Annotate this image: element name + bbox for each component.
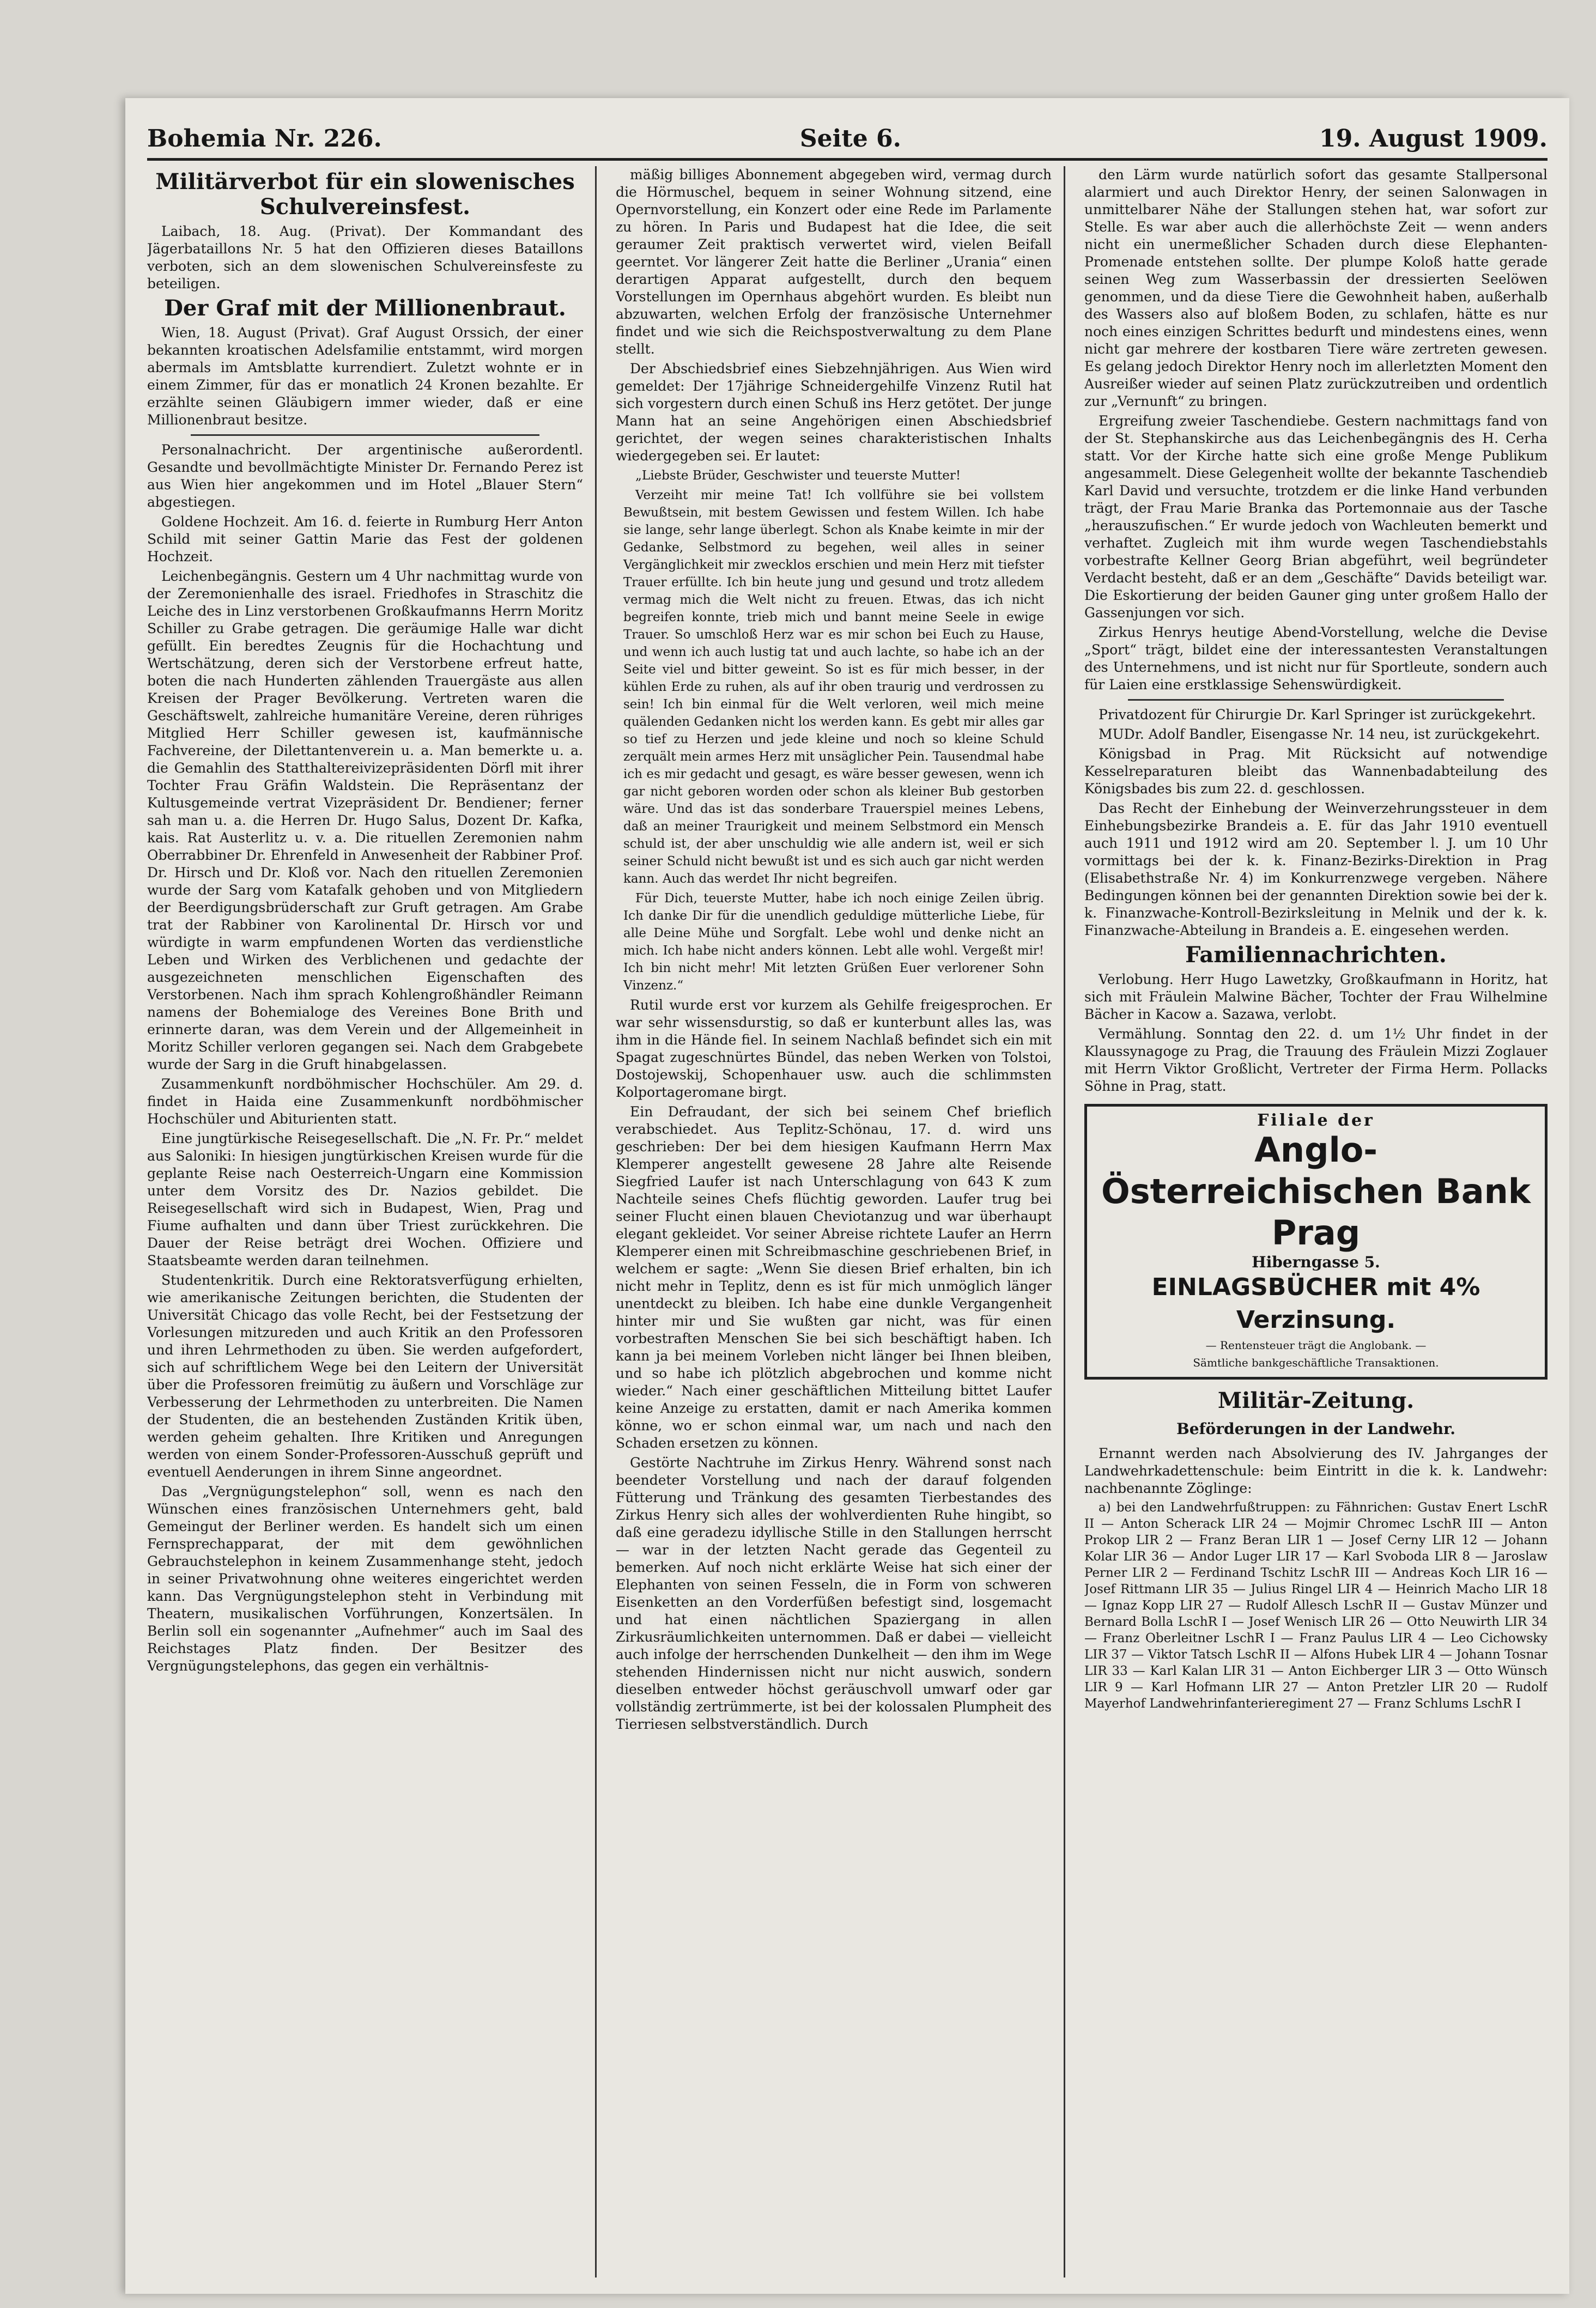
ad-line1: Filiale der: [1257, 1111, 1375, 1130]
newspaper-page: [125, 98, 1569, 2294]
column-1: [147, 166, 583, 2277]
ad-line4: EINLAGSBÜCHER mit 4% Verzinsung.: [1151, 1273, 1480, 1334]
article-paragraph: Rutil wurde erst vor kurzem als Gehilfe freigesprochen. Er war sehr wissensdurstig, so daß er kunterbunt alles las, was ihm in die Hände fiel. In seinem Nachlaß befindet sich ein mit Spagat zugeschnürtes Bündel, das neben Werken von Tolstoi, Dostojewskij, Schopenhauer usw. auch die schlimmsten Kolportageromane birgt.: [616, 997, 1052, 1100]
article-paragraph: Leichenbegängnis. Gestern um 4 Uhr nachmittag wurde von der Zeremonienhalle des israel. Friedhofes in Straschitz die Leiche des in Linz verstorbenen Großkaufmanns Herrn Moritz Schiller zu Grabe getragen. Die geräumige Halle war dicht gefüllt. Ein beredtes Zeugnis für die Hochachtung und Wertschätzung, deren sich der Verstorbene erfreut hatte, boten die nach Hunderten zählenden Trauergäste aus allen Kreisen der Prager Bevölkerung. Vertreten waren die Geschäftswelt, zahlreiche humanitäre Vereine, deren rühriges Mitglied Herr Schiller gewesen ist, kaufmännische Fachvereine, der Dilettantenverein u. a. Man bemerkte u. a. die Gemahlin des Statthaltereivizepräsidenten Dörfl mit ihrer Tochter Frau Gräfin Waldstein. Die Repräsentanz der Kultusgemeinde vertrat Vizepräsident Dr. Bendiener; ferner sah man u. a. die Herren Dr. Hugo Salus, Dozent Dr. Kafka, kais. Rat Austerlitz u. v. a. Die rituellen Zeremonien nahm Oberrabbiner Dr. Ehrenfeld in Anwesenheit der Rabbiner Prof. Dr. Hirsch und Dr. Kloß vor. Nach den rituellen Zeremonien wurde der Sarg vom Katafalk gehoben und von Mitgliedern der Beerdigungsbrüderschaft zur Gruft getragen. Am Grabe trat der Rabbiner von Karolinental Dr. Hirsch vor und würdigte in warm empfundenen Worten das verdienstliche Leben und Wirken des Verblichenen und gedachte der ausgezeichneten menschlichen Eigenschaften des Verstorbenen. Nach ihm sprach Kohlengroßhändler Reimann namens der Bohemialoge des Vereines Bone Brith und erinnerte daran, was dem Verein und der Allgemeinheit in Moritz Schiller verloren gegangen sei. Nach dem Grabgebete wurde der Sarg in die Gruft hinabgelassen.: [147, 568, 583, 1072]
article-paragraph: Ergreifung zweier Taschendiebe. Gestern nachmittags fand von der St. Stephanskirche aus das Leichenbegängnis des H. Cerha statt. Vor der Kirche hatte sich eine große Menge Publikum angesammelt. Diese Gelegenheit wollte der bekannte Taschendieb Karl David und versuchte, trotzdem er die linke Hand verbunden trägt, der Frau Marie Branka das Portemonnaie aus der Tasche „herauszufischen.“ Er wurde jedoch von Wachleuten bemerkt und verhaftet. Zugleich mit ihm wurde wegen Taschendiebstahls vorbestrafte Kellner Georg Brian abgeführt, weil begründeter Verdacht besteht, daß er an dem „Geschäfte“ Davids beteiligt war. Die Eskortierung der beiden Gauner ging unter großem Hallo der Gassenjungen vor sich.: [1084, 413, 1548, 621]
header-date: 19. August 1909.: [1319, 125, 1548, 153]
article-paragraph: Goldene Hochzeit. Am 16. d. feierte in Rumburg Herr Anton Schild mit seiner Gattin Marie das Fest der goldenen Hochzeit.: [147, 514, 583, 564]
article-paragraph: Königsbad in Prag. Mit Rücksicht auf notwendige Kesselreparaturen bleibt das Wannenbadabteilung des Königsbades bis zum 22. d. geschlossen.: [1084, 746, 1548, 797]
header-page-number: Seite 6.: [799, 125, 901, 153]
section-separator: [1128, 699, 1504, 701]
article-paragraph: Eine jungtürkische Reisegesellschaft. Die „N. Fr. Pr.“ meldet aus Saloniki: In hiesigen jungtürkischen Kreisen wurde für die geplante Reise nach Oesterreich-Ungarn eine Kommission unter dem Vorsitz des Dr. Nazios gebildet. Die Reisegesellschaft wird sich in Budapest, Wien, Prag und Fiume aufhalten und dann über Triest zurückkehren. Die Dauer der Reise beträgt drei Wochen. Offiziere und Staatsbeamte werden daran teilnehmen.: [147, 1131, 583, 1268]
article-paragraph: Gestörte Nachtruhe im Zirkus Henry. Während sonst nach beendeter Vorstellung und nach der darauf folgenden Fütterung und Tränkung des gesamten Tierbestandes des Zirkus Henry sich alles der wohlverdienten Ruhe hingibt, so daß eine geradezu idyllische Stille in den Stallungen herrscht — war in der letzten Nacht gerade das Gegenteil zu bemerken. Auf noch nicht erklärte Weise hat sich einer der Elephanten von seinen Fesseln, die in Form von schweren Eisenketten an den Vorderfüßen befestigt sind, losgemacht und hat einen nächtlichen Spaziergang in allen Zirkusräumlichkeiten unternommen. Daß er dabei — vielleicht auch infolge der herrschenden Dunkelheit — den ihm im Wege stehenden Hindernissen nicht nur nicht auswich, sondern dieselben entweder höchst geräuschvoll umwarf oder gar vollständig zertrümmerte, ist bei der kolossalen Plumpheit des Tierriesen selbstverständlich. Durch: [616, 1455, 1052, 1732]
article-paragraph: Das „Vergnügungstelephon“ soll, wenn es nach den Wünschen eines französischen Unternehmers geht, bald Gemeingut der Berliner werden. Es handelt sich um einen Fernsprechapparat, der mit dem gewöhnlichen Gebrauchstelephon in keinem Zusammenhange steht, jedoch in seiner Privatwohnung ohne weiteres eingerichtet werden kann. Das Vergnügungstelephon steht in Verbindung mit Theatern, musikalischen Vorführungen, Konzertsälen. In Berlin soll ein sogenannter „Aufnehmer“ auch im Saal des Reichstages Platz finden. Der Besitzer des Vergnügungstelephons, das gegen ein verhältnis-: [147, 1484, 583, 1674]
article-headline: Militärverbot für ein slowenisches Schulvereinsfest.: [155, 169, 575, 220]
article-headline: Beförderungen in der Landwehr.: [1176, 1420, 1455, 1438]
article-paragraph: Wien, 18. August (Privat). Graf August Orssich, der einer bekannten kroatischen Adelsfamilie entstammt, wird morgen abermals im Amtsblatte kurrendiert. Zuletzt wohnte er in einem Zimmer, für das er monatlich 24 Kronen bezahlte. Er erzählte seinen Gläubigern immer wieder, daß er eine Millionenbraut besitze.: [147, 325, 583, 428]
bank-advertisement: [1084, 1104, 1548, 1380]
article-paragraph: Studentenkritik. Durch eine Rektoratsverfügung erhielten, wie amerikanische Zeitungen berichten, die Studenten der Universität Chicago das volle Recht, bei der Festsetzung der Vorlesungen mitzureden und auch Kritik an den Professoren und ihren Lehrmethoden zu üben. Sie werden aufgefordert, sich auf schriftlichem Wege bei den Leitern der Universität über die Professoren freimütig zu äußern und Vorschläge zur Verbesserung der Lehrmethoden zu unterbreiten. Die Namen der Studenten, die an bestehenden Zuständen Kritik üben, werden geheim gehalten. Ihre Kritiken und Anregungen werden von einem Sonder-Professoren-Ausschuß geprüft und eventuell Aenderungen in ihrem Sinne angeordnet.: [147, 1272, 583, 1480]
article-headline: Familiennachrichten.: [1185, 942, 1447, 968]
article-paragraph: Das Recht der Einhebung der Weinverzehrungssteuer in dem Einhebungsbezirke Brandeis a. E. für das Jahr 1910 eventuell auch 1911 und 1912 wird am 20. September l. J. um 10 Uhr vormittags bei der k. k. Finanz-Bezirks-Direktion in Prag (Elisabethstraße Nr. 4) im Konkurrenzwege vergeben. Nähere Bedingungen können bei der genannten Direktion sowie bei der k. k. Finanzwache-Kontroll-Bezirksleitung in Melnik und der k. k. Finanzwache-Abteilung in Brandeis a. E. eingesehen werden.: [1084, 800, 1548, 938]
header-issue: Bohemia Nr. 226.: [147, 125, 382, 153]
article-paragraph: „Liebste Brüder, Geschwister und teuerste Mutter!: [635, 469, 961, 483]
ad-line2: Anglo-Österreichischen Bank Prag: [1101, 1130, 1531, 1253]
ad-line3: Hiberngasse 5.: [1252, 1253, 1380, 1271]
article-paragraph: Ein Defraudant, der sich bei seinem Chef brieflich verabschiedet. Aus Teplitz-Schönau, 17. d. wird uns geschrieben: Der bei dem hiesigen Kaufmann Herrn Max Klemperer angestellt gewesene 28 Jahre alte Reisende Siegfried Laufer ist nach Unterschlagung von 643 K zum Nachteile seines Chefs flüchtig geworden. Laufer trug bei seiner Flucht einen blauen Cheviotanzug und war überhaupt elegant gekleidet. Vor seiner Abreise richtete Laufer an Herrn Klemperer einen mit Schreibmaschine geschriebenen Brief, in welchem er sagte: „Wenn Sie diesen Brief erhalten, bin ich nicht mehr in Teplitz, denn es ist für mich unmöglich länger unentdeckt zu bleiben. Ich habe eine dunkle Vergangenheit hinter mir und Sie wußten gar nicht, was für einen vorbestraften Menschen Sie bei sich beschäftigt haben. Ich kann ja bei meinem Vorleben nicht länger bei Ihnen bleiben, und so habe ich plötzlich abgebrochen und komme nicht wieder.“ Nach einer geschäftlichen Mitteilung bittet Laufer keine Anzeige zu erstatten, damit er nach Amerika kommen könne, wo er schon einmal war, um nach und nach den Schaden ersetzen zu können.: [616, 1104, 1052, 1451]
article-paragraph: Zusammenkunft nordböhmischer Hochschüler. Am 29. d. findet in Haida eine Zusammenkunft nordböhmischer Hochschüler und Abiturienten statt.: [147, 1076, 583, 1127]
section-separator: [191, 434, 539, 436]
article-headline: Der Graf mit der Millionenbraut.: [164, 295, 566, 321]
article-paragraph: Laibach, 18. Aug. (Privat). Der Kommandant des Jägerbataillons Nr. 5 hat den Offizieren dieses Bataillons verboten, sich an dem slowenischen Schulvereinsfeste zu beteiligen.: [147, 223, 583, 291]
ad-line6: Sämtliche bankgeschäftliche Transaktionen.: [1193, 1356, 1439, 1369]
column-2: [616, 166, 1052, 2277]
article-paragraph: den Lärm wurde natürlich sofort das gesamte Stallpersonal alarmiert und auch Direktor Henry, der seinen Salonwagen in unmittelbarer Nähe der Stallungen stehen hat, war sofort zur Stelle. Es war aber auch die allerhöchste Zeit — wenn anders nicht ein unermeßlicher Schaden durch diese Elephanten-Promenade entstehen sollte. Der plumpe Koloß hatte gerade seinen Weg zum Wasserbassin der dressierten Seelöwen genommen, und da diese Tiere die Gewohnheit haben, außerhalb des Wassers also auf bloßem Boden, zu schlafen, hätte es nur noch eines einzigen Schrittes bedurft und mindestens eines, wenn nicht gar mehrere der kostbaren Tiere wäre zertreten gewesen. Es gelang jedoch Direktor Henry noch im allerletzten Moment den Ausreißer wieder auf seinen Platz zurückzutreiben und ordentlich zur „Vernunft“ zu bringen.: [1084, 167, 1548, 409]
article-paragraph: Der Abschiedsbrief eines Siebzehnjährigen. Aus Wien wird gemeldet: Der 17jährige Schneidergehilfe Vinzenz Rutil hat sich vorgestern durch einen Schuß ins Herz getötet. Der junge Mann hat an seine Angehörigen einen Abschiedsbrief gerichtet, der wegen seines charakteristischen Inhalts wiedergegeben sei. Er lautet:: [616, 361, 1052, 464]
article-paragraph: Verzeiht mir meine Tat! Ich vollführe sie bei vollstem Bewußtsein, mit bestem Gewissen und festem Willen. Ich habe sie lange, sehr lange überlegt. Schon als Knabe keimte in mir der Gedanke, Selbstmord zu begehen, weil alles in seiner Vergänglichkeit mir zwecklos erschien und mein Herz mit tiefster Trauer erfüllte. Ich bin heute jung und gesund und trotz alledem vermag mich die Welt nicht zu freuen. Etwas, das ich nicht begreifen konnte, trieb mich und bannt meine Seele in ewige Trauer. So umschloß Herz war es mir schon bei Euch zu Hause, und wenn ich auch lustig tat und auch lachte, so habe ich an der Seite viel und bitter geweint. So ist es für mich besser, in der kühlen Erde zu ruhen, als auf ihr oben traurig und verdrossen zu sein! Ich bin einmal für die Welt verloren, weil mich meine quälenden Gedanken nicht los werden kann. Es gebt mir alles gar so tief zu Herzen und jede kleine und noch so kleine Schuld zerquält mein armes Herz mit unsäglicher Pein. Tausendmal habe ich es mir gedacht und gesagt, es wäre besser gewesen, wenn ich gar nicht geboren worden oder schon als kleiner Bub gestorben wäre. Und das ist das sonderbare Trauerspiel meines Lebens, daß an meiner Traurigkeit und meinem Selbstmord ein Mensch schuld ist, der aber unschuldig wie alle andern ist, weil er sich seiner Schuld nicht bewußt ist und es sich auch gar nicht werden kann. Auch das werdet Ihr nicht begreifen.: [623, 488, 1044, 886]
column-3: [1084, 166, 1548, 2277]
ad-line5: — Rentensteuer trägt die Anglobank. —: [1205, 1339, 1427, 1352]
article-paragraph: Zirkus Henrys heutige Abend-Vorstellung, welche die Devise „Sport“ trägt, bildet eine der interessantesten Veranstaltungen des Unternehmens, und ist nicht nur für Sportleute, sondern auch für Laien eine erstklassige Sehenswürdigkeit.: [1084, 624, 1548, 693]
article-paragraph: Für Dich, teuerste Mutter, habe ich noch einige Zeilen übrig. Ich danke Dir für die unendlich geduldige mütterliche Liebe, für alle Deine Mühe und Sorgfalt. Lebe wohl und denke nicht an mich. Ich habe nicht anders können. Lebt alle wohl. Vergeßt mir! Ich bin nicht mehr! Mit letzten Grüßen Euer verlorener Sohn Vinzenz.“: [623, 891, 1044, 993]
column-divider: [1064, 166, 1065, 2277]
article-headline: Militär-Zeitung.: [1217, 1388, 1415, 1413]
article-paragraph: Vermählung. Sonntag den 22. d. um 1½ Uhr findet in der Klaussynagoge zu Prag, die Trauung des Fräulein Mizzi Zoglauer mit Herrn Viktor Großlicht, Vertreter der Firma Herm. Pollacks Söhne in Prag, statt.: [1084, 1026, 1548, 1094]
article-paragraph: a) bei den Landwehrfußtruppen: zu Fähnrichen: Gustav Enert LschR II — Anton Scherack LIR 24 — Mojmir Chromec LschR III — Anton Prokop LIR 2 — Franz Beran LIR 1 — Josef Cerny LIR 12 — Johann Kolar LIR 36 — Andor Luger LIR 17 — Karl Svoboda LIR 8 — Jaroslaw Perner LIR 2 — Ferdinand Tschitz LschR III — Andreas Koch LIR 16 — Josef Rittmann LIR 35 — Julius Ringel LIR 4 — Heinrich Macho LIR 18 — Ignaz Kopp LIR 27 — Rudolf Allesch LschR II — Gustav Münzer und Bernard Bolla LschR I — Josef Wenisch LIR 26 — Otto Neuwirth LIR 34 — Franz Oberleitner LschR I — Franz Paulus LIR 4 — Leo Cichowsky LIR 37 — Viktor Tatsch LschR II — Alfons Hubek LIR 4 — Johann Tosnar LIR 33 — Karl Kalan LIR 31 — Anton Eichberger LIR 3 — Otto Wünsch LIR 9 — Karl Hofmann LIR 27 — Anton Pretzler LIR 20 — Rudolf Mayerhof Landwehrinfanterieregiment 27 — Franz Schlums LschR I: [1084, 1501, 1548, 1711]
article-paragraph: MUDr. Adolf Bandler, Eisengasse Nr. 14 neu, ist zurückgekehrt.: [1099, 726, 1540, 742]
article-paragraph: Verlobung. Herr Hugo Lawetzky, Großkaufmann in Horitz, hat sich mit Fräulein Malwine Bächer, Tochter der Frau Wilhelmine Bächer in Kacow a. Sazawa, verlobt.: [1084, 971, 1548, 1022]
article-paragraph: Ernannt werden nach Absolvierung des IV. Jahrganges der Landwehrkadettenschule: beim Eintritt in die k. k. Landwehr: nachbenannte Zöglinge:: [1084, 1445, 1548, 1496]
page-header: [147, 120, 1548, 161]
column-divider: [595, 166, 597, 2277]
article-paragraph: mäßig billiges Abonnement abgegeben wird, vermag durch die Hörmuschel, bequem in seiner Wohnung sitzend, eine Opernvorstellung, ein Konzert oder eine Rede im Parlamente zu hören. In Paris und Budapest hat die Idee, die seit geraumer Zeit praktisch verwertet wird, vielen Beifall geerntet. Vor längerer Zeit hatte die Berliner „Urania“ einen derartigen Apparat aufgestellt, durch den bequem Vorstellungen im Opernhaus abgehört wurden. Es bleibt nun abzuwarten, welchen Erfolg der französische Unternehmer findet und wie sich die Reichspostverwaltung zu dem Plane stellt.: [616, 167, 1052, 357]
article-paragraph: Personalnachricht. Der argentinische außerordentl. Gesandte und bevollmächtigte Minister Dr. Fernando Perez ist aus Wien hier angekommen und im Hotel „Blauer Stern“ abgestiegen.: [147, 442, 583, 510]
article-paragraph: Privatdozent für Chirurgie Dr. Karl Springer ist zurückgekehrt.: [1099, 707, 1536, 722]
